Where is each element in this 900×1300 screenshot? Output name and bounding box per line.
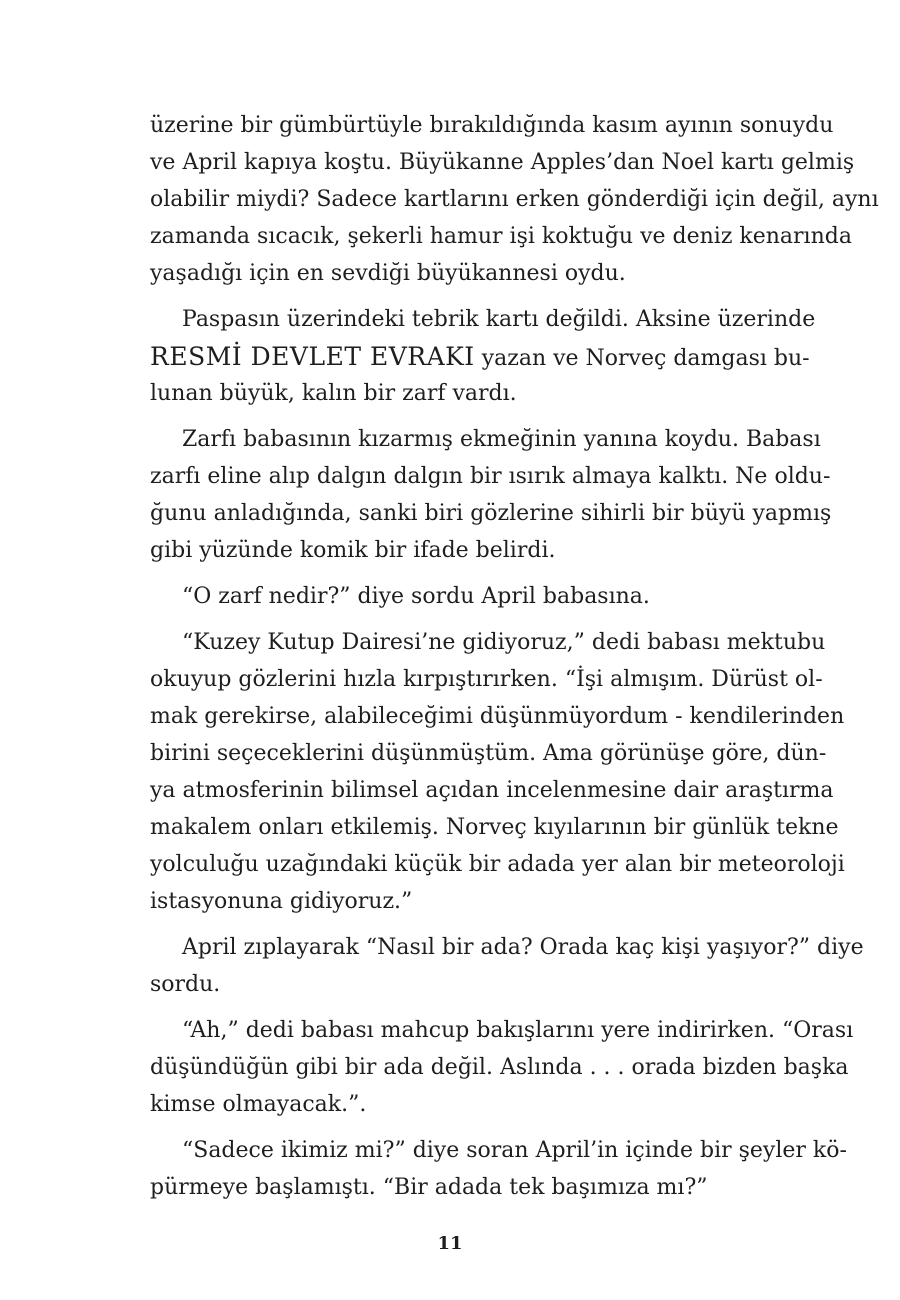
text-line: pürmeye başlamıştı. “Bir adada tek başımıza mı?” — [150, 1175, 708, 1200]
paragraph — [150, 1132, 847, 1206]
paragraph — [150, 624, 845, 920]
text-fragment: yazan ve Norveç damgası bu- — [481, 346, 810, 371]
text-line: “Sadece ikimiz mi?” diye soran April’in içinde bir şeyler kö- — [182, 1138, 847, 1163]
text-line: zamanda sıcacık, şekerli hamur işi koktuğu ve deniz kenarında — [150, 224, 852, 249]
text-line: yolculuğu uzağındaki küçük bir adada yer alan bir meteoroloji — [150, 852, 845, 877]
text-line: ğunu anladığında, sanki biri gözlerine sihirli bir büyü yapmış — [150, 501, 832, 526]
text-line: April zıplayarak “Nasıl bir ada? Orada kaç kişi yaşıyor?” diye — [182, 935, 864, 960]
text-line: mak gerekirse, alabileceğimi düşünmüyordum - kendilerinden — [150, 704, 845, 729]
text-line: düşündüğün gibi bir ada değil. Aslında . . . orada bizden başka — [150, 1055, 849, 1080]
page-number: 11 — [437, 1233, 463, 1254]
text-line: okuyup gözlerini hızla kırpıştırırken. “İşi almışım. Dürüst ol- — [150, 667, 823, 692]
text-line: sordu. — [150, 972, 221, 997]
text-line: zarfı eline alıp dalgın dalgın bir ısırık almaya kalktı. Ne oldu- — [150, 464, 831, 489]
paragraph — [150, 1012, 854, 1123]
text-line: ve April kapıya koştu. Büyükanne Apples’dan Noel kartı gelmiş — [150, 150, 855, 175]
text-line: kimse olmayacak.”. — [150, 1092, 367, 1117]
caps-heading-text: RESMİ DEVLET EVRAKI — [150, 342, 475, 371]
text-line: ya atmosferinin bilimsel açıdan incelenmesine dair araştırma — [150, 778, 834, 803]
text-line: makalem onları etkilemiş. Norveç kıyılarının bir günlük tekne — [150, 815, 839, 840]
text-line: yaşadığı için en sevdiği büyükannesi oydu. — [150, 261, 626, 286]
text-line: birini seçeceklerini düşünmüştüm. Ama görünüşe göre, dün- — [150, 741, 827, 766]
text-line: üzerine bir gümbürtüyle bırakıldığında kasım ayının sonuydu — [150, 113, 834, 138]
text-line: istasyonuna gidiyoruz.” — [150, 889, 413, 914]
body-text — [150, 107, 879, 1206]
paragraph — [150, 421, 832, 569]
text-line: lunan büyük, kalın bir zarf vardı. — [150, 381, 517, 406]
paragraph — [150, 929, 864, 1003]
text-line: Zarfı babasının kızarmış ekmeğinin yanına koydu. Babası — [182, 427, 821, 452]
paragraph — [150, 107, 879, 292]
text-line: olabilir miydi? Sadece kartlarını erken gönderdiği için değil, aynı — [150, 187, 879, 212]
text-line: gibi yüzünde komik bir ifade belirdi. — [150, 538, 556, 563]
text-line: Paspasın üzerindeki tebrik kartı değildi. Aksine üzerinde — [182, 307, 816, 332]
text-line: “Ah,” dedi babası mahcup bakışlarını yere indirirken. “Orası — [182, 1018, 854, 1043]
text-line: “O zarf nedir?” diye sordu April babasına. — [182, 584, 650, 609]
paragraph — [150, 578, 766, 615]
paragraph — [150, 301, 816, 412]
text-line: “Kuzey Kutup Dairesi’ne gidiyoruz,” dedi babası mektubu — [182, 630, 826, 655]
text-line-with-caps — [150, 338, 810, 375]
